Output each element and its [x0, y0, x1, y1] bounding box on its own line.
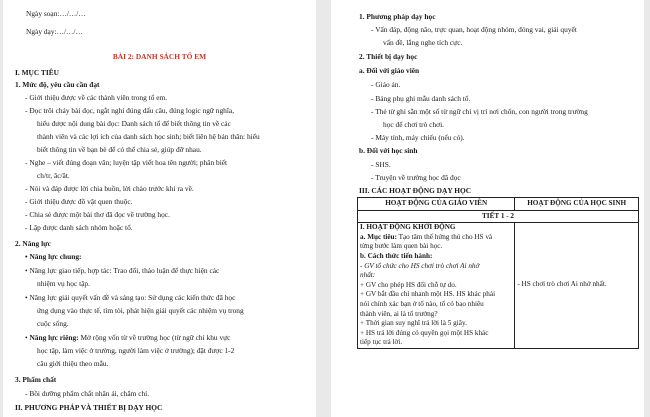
thiet-bi-heading: 2. Thiết bị dạy học [359, 52, 418, 61]
list-item: - Nói và đáp được lời chia buồn, lời chào trước khi ra về. [25, 184, 194, 193]
gv-cell [358, 223, 515, 349]
gv-line: + HS trả lời đúng có quyền gọi một HS khác [360, 328, 489, 337]
muc-tieu-cont: từng bước làm quen bài học. [360, 242, 443, 251]
gv-line: + Thời gian suy nghĩ trả lời là 5 giây. [360, 319, 467, 328]
list-item-cont: học để chơi trò chơi. [383, 120, 444, 129]
col-header-hs: HOẠT ĐỘNG CỦA HỌC SINH [515, 198, 639, 211]
pham-chat-heading: 3. Phẩm chất [15, 375, 57, 384]
list-item: - Vấn đáp, động não, trực quan, hoạt động nhóm, đóng vai, giải quyết [371, 25, 577, 34]
list-item: - Thẻ từ ghi sẵn một số từ ngữ chỉ vị trí nơi chốn, con người trong trường [371, 107, 588, 116]
hs-line: - HS chơi trò chơi Ai nhớ nhất. [517, 280, 607, 289]
activities-heading: III. CÁC HOẠT ĐỘNG DẠY HỌC [359, 186, 472, 195]
nang-luc-heading: 2. Năng lực [15, 239, 51, 248]
list-item: • Năng lực giao tiếp, hợp tác: Trao đổi, thảo luận để thực hiện các [25, 266, 220, 275]
left-page [3, 0, 316, 417]
list-item-cont: cuộc sống. [37, 319, 69, 328]
list-item: - Giáo án. [371, 80, 401, 89]
gv-line: + GV bắt đầu chỉ nhanh một HS. HS khác phải [360, 290, 496, 299]
gv-line: nói chính xác bạn ở tổ nào, tổ có bao nhiêu [360, 299, 484, 308]
list-item-cont: nhiệm vụ học tập. [37, 279, 90, 288]
list-item-cont: câu giới thiệu theo mẫu. [37, 359, 109, 368]
list-item: - Bảng phụ ghi mẫu danh sách tổ. [371, 94, 471, 103]
gv-line: nhất: [360, 271, 376, 280]
list-item: • Năng lực giải quyết vấn đề và sáng tạo: Sử dụng các kiến thức đã học [25, 293, 236, 302]
muc-do-heading: 1. Mức độ, yêu cầu cần đạt [15, 80, 100, 89]
lesson-title: BÀI 2: DANH SÁCH TỔ EM [112, 52, 207, 61]
list-item-cont: hiểu được nội dung bài đọc: Danh sách tổ để biết thông tin về các [37, 119, 231, 128]
list-item-cont: học tập, làm việc ở trường, người làm việc ở trường); đặt được 1-2 [37, 346, 235, 355]
gv-line: thành viên, ai là tổ trưởng? [360, 309, 438, 318]
ngay-day: Ngày dạy:…/…/… [26, 27, 83, 36]
gv-line: tiếp tục trả lời. [360, 338, 403, 347]
list-item-cont: ứng dụng vào thực tế, tìm tòi, phát hiện giải quyết các nhiệm vụ trong [37, 306, 244, 315]
gv-heading: a. Đối với giáo viên [359, 66, 420, 75]
col-header-gv: HOẠT ĐỘNG CỦA GIÁO VIÊN [358, 198, 515, 211]
right-page [331, 0, 644, 417]
activities-table [357, 197, 639, 349]
ngay-soan: Ngày soạn:…/…/… [26, 9, 86, 18]
list-item: - Lập được danh sách nhóm hoặc tổ. [25, 223, 133, 232]
tiet-row: TIẾT 1 - 2 [358, 210, 639, 223]
list-item-cont: biết thông tin về bạn bè để có thể chia sẻ, giúp đỡ nhau. [37, 145, 202, 154]
nang-luc-chung: • Năng lực chung: [25, 252, 82, 261]
cach-thuc-heading: b. Cách thức tiến hành: [360, 251, 433, 260]
hs-cell [515, 223, 639, 349]
muc-tieu-heading: I. MỤC TIÊU [15, 68, 60, 77]
phuong-phap-heading: 1. Phương pháp dạy học [359, 12, 436, 21]
list-item: - Nghe – viết đúng đoạn văn; luyện tập viết hoa tên người; phân biết [25, 158, 228, 167]
list-item: - Truyện về trường học đã đọc [371, 173, 461, 182]
list-item: - Chia sẻ được một bài thơ đã đọc về trường học. [25, 210, 170, 219]
list-item: - Máy tính, máy chiếu (nếu có). [371, 133, 465, 142]
list-item: - Đọc trôi chảy bài đọc, ngắt nghỉ đúng dấu câu, đúng logic ngữ nghĩa, [25, 106, 235, 115]
section-ii-heading: II. PHƯƠNG PHÁP VÀ THIẾT BỊ DẠY HỌC [15, 403, 163, 412]
nang-luc-rieng: • Năng lực riêng: Mở rộng vốn từ về trường học (từ ngữ chỉ khu vực [25, 333, 231, 342]
khoi-dong-heading: I. HOẠT ĐỘNG KHỞI ĐỘNG [360, 223, 456, 232]
list-item: - Giới thiệu được đồ vật quen thuộc. [25, 197, 133, 206]
list-item: - Giới thiệu được về các thành viên trong tổ em. [25, 93, 168, 102]
list-item: - Bồi dưỡng phẩm chất nhân ái, chăm chỉ. [25, 389, 150, 398]
hs-heading: b. Đối với học sinh [359, 146, 418, 155]
list-item-cont: ch/tr, ăc/ăt. [37, 171, 70, 180]
list-item-cont: vấn đề, lắng nghe tích cực. [383, 38, 463, 47]
gv-line: - GV tổ chức cho HS chơi trò chơi Ai nhớ [360, 261, 480, 270]
list-item-cont: thành viên và các lợi ích của danh sách học sinh; biết liên hệ bản thân: hiểu [37, 132, 260, 141]
muc-tieu-line: a. Mục tiêu: Tạo tâm thế hứng thú cho HS và [360, 232, 493, 241]
list-item: - SHS. [371, 160, 391, 169]
gv-line: + GV cho phép HS đổi chỗ tự do. [360, 280, 457, 289]
